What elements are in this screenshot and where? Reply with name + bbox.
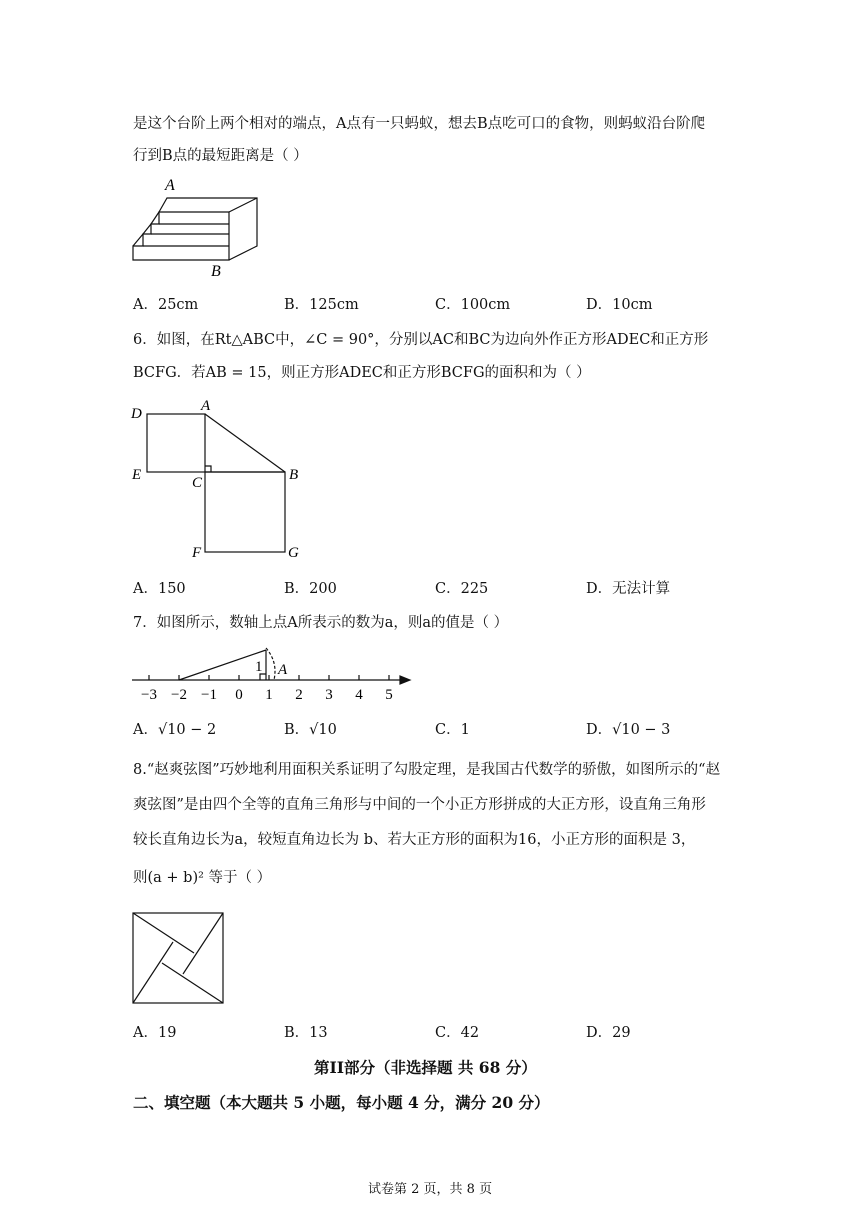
q5-option-b[interactable]: B．125cm [284, 297, 359, 313]
q6-option-a[interactable]: A．150 [133, 581, 186, 597]
q6-line1: 6．如图，在Rt△ABC中，∠C = 90°，分别以AC和BC为边向外作正方形ADEC和正方形 [133, 332, 709, 348]
number-line-ticks [141, 675, 393, 703]
label-d: D [131, 406, 142, 422]
stairs-label-b: B [211, 263, 221, 280]
q5-option-d[interactable]: D．10cm [586, 297, 653, 313]
stairs-figure [125, 172, 275, 282]
q5-line1: 是这个台阶上两个相对的端点，A点有一只蚂蚁，想去B点吃可口的食物，则蚂蚁沿台阶爬 [133, 116, 706, 132]
q5-option-a[interactable]: A．25cm [133, 297, 199, 313]
q6-option-c[interactable]: C．225 [435, 581, 489, 597]
q8-line4: 则(a + b)² 等于（ ） [133, 870, 272, 886]
q8-line3: 较长直角边长为a，较短直角边长为 b、若大正方形的面积为16，小正方形的面积是 3， [133, 832, 696, 848]
section2-title: 二、填空题（本大题共 5 小题，每小题 4 分，满分 20 分） [133, 1093, 550, 1112]
tick-label: −2 [171, 687, 187, 703]
q7-line1: 7．如图所示，数轴上点A所表示的数为a，则a的值是（ ） [133, 615, 509, 631]
q8-option-d[interactable]: D．29 [586, 1025, 631, 1041]
q6-option-d[interactable]: D．无法计算 [586, 581, 671, 597]
label-b: B [289, 467, 299, 483]
tick-label: 2 [295, 687, 303, 703]
label-c: C [192, 475, 203, 491]
stairs-label-a: A [165, 177, 175, 194]
page-footer: 试卷第 2 页，共 8 页 [368, 1182, 493, 1197]
label-g: G [288, 545, 299, 561]
q8-line2: 爽弦图”是由四个全等的直角三角形与中间的一个小正方形拼成的大正方形，设直角三角形 [133, 797, 706, 813]
point-label-a: A [278, 662, 288, 678]
number-line-figure [128, 638, 418, 708]
tick-label: −1 [201, 687, 217, 703]
label-e: E [132, 467, 142, 483]
tick-label: 1 [265, 687, 273, 703]
tick-label: −3 [141, 687, 157, 703]
q8-option-a[interactable]: A．19 [133, 1025, 177, 1041]
q5-option-c[interactable]: C．100cm [435, 297, 511, 313]
q7-option-c[interactable]: C．1 [435, 722, 470, 738]
q8-option-c[interactable]: C．42 [435, 1025, 480, 1041]
q7-option-d[interactable]: D．√10 − 3 [586, 722, 671, 738]
q7-option-b[interactable]: B．√10 [284, 722, 337, 738]
q8-option-b[interactable]: B．13 [284, 1025, 328, 1041]
q8-line1: 8.“赵爽弦图”巧妙地利用面积关系证明了勾股定理，是我国古代数学的骄傲，如图所示的“赵 [133, 762, 721, 778]
q6-line2: BCFG．若AB = 15，则正方形ADEC和正方形BCFG的面积和为（ ） [133, 365, 591, 381]
leg-label-1: 1 [255, 659, 263, 675]
tick-label: 5 [385, 687, 393, 703]
label-f: F [192, 545, 202, 561]
squares-triangle-figure [130, 396, 310, 566]
q7-option-a[interactable]: A．√10 − 2 [133, 722, 217, 738]
tick-label: 0 [235, 687, 243, 703]
part2-title: 第II部分（非选择题 共 68 分） [314, 1058, 537, 1077]
q5-line2: 行到B点的最短距离是（ ） [133, 148, 308, 164]
zhao-shuang-diagram [132, 912, 224, 1004]
tick-label: 4 [355, 687, 363, 703]
label-a: A [201, 398, 211, 414]
q6-option-b[interactable]: B．200 [284, 581, 337, 597]
tick-label: 3 [325, 687, 333, 703]
